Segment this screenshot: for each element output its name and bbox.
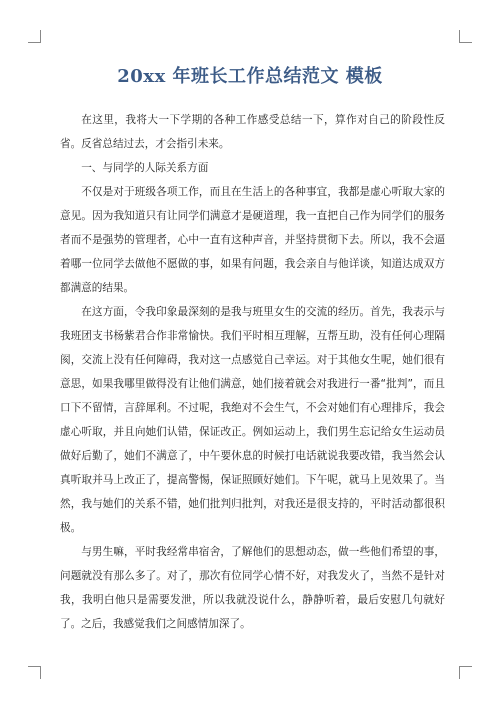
document-body: [60, 108, 445, 636]
page-corner-mark-bottom-right: [459, 666, 472, 679]
paragraph: 不仅是对于班级各项工作，而且在生活上的各种事宜，我都是虚心听取大家的意见。因为我知道只有让同学们满意才是硬道理，我一直把自己作为同学们的服务者而不是强势的管理者，心中一直有这种声音，并坚持贯彻下去。所以，我不会逼着哪一位同学去做他不愿做的事，如果有问题，我会亲自与他详谈，知道达成双方都满意的结果。: [60, 186, 445, 294]
section-heading: 一、与同学的人际关系方面: [81, 162, 209, 174]
document-title: 20xx 年班长工作总结范文 模板: [117, 66, 383, 87]
paragraph-intro: 在这里，我将大一下学期的各种工作感受总结一下，算作对自己的阶段性反省。反省总结过去，才会指引未来。: [60, 114, 445, 150]
paragraph: 与男生嘛，平时我经常串宿舍，了解他们的思想动态，做一些他们希望的事，问题就没有那么多了。对了，那次有位同学心情不好，对我发火了，当然不是针对我，我明白他只是需要发泄，所以我就没说什么，静静听着，最后安慰几句就好了。之后，我感觉我们之间感情加深了。: [60, 546, 445, 630]
page-corner-mark-bottom-left: [28, 666, 41, 679]
paragraph: 在这方面，令我印象最深刻的是我与班里女生的交流的经历。首先，我表示与我班团支书杨紫君合作非常愉快。我们平时相互理解，互帮互助，没有任何心理隔阂，交流上没有任何障碍，我对这一点感觉自己幸运。对于其他女生呢，她们很有意思，如果我哪里做得没有让他们满意，她们接着就会对我进行一番“批判”，而且口下不留情，言辞犀利。不过呢，我绝对不会生气，不会对她们有心理排斥，我会虚心听取，并且向她们认错，保证改正。例如运动上，我们男生忘记给女生运动员做好后勤了，她们不满意了，中午要休息的时候打电话就说我要改错，我当然会认真听取并马上改正了，提高警惕，保证照顾好她们。下午呢，就马上见效果了。当然，我与她们的关系不错，她们批判归批判，对我还是很支持的，平时活动都很积极。: [60, 306, 445, 534]
page-corner-mark-top-right: [459, 30, 472, 43]
page-corner-mark-top-left: [28, 30, 41, 43]
